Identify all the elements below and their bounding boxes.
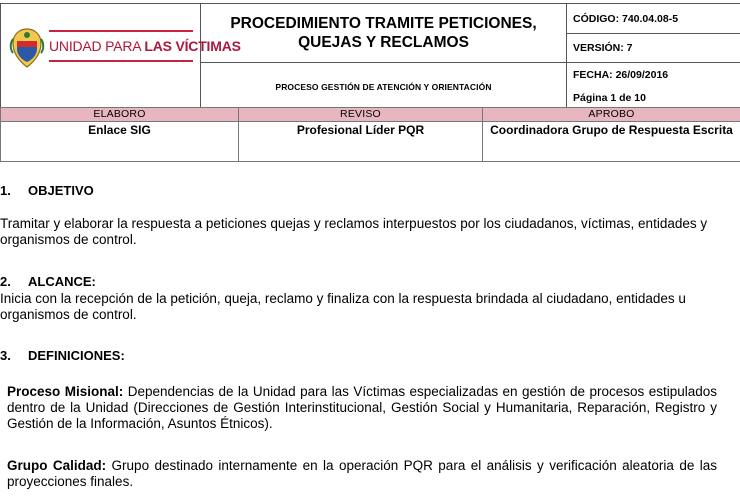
section-objetivo-heading: 1. OBJETIVO: [0, 183, 94, 198]
definition-proceso-misional: Proceso Misional: Dependencias de la Unidad para las Víctimas especializadas en gestión de procesos estipulados dentro de la Unidad (Direcciones de Gestión Interinstitucional, Gestión Social y Humanitaria, Reparación, Registro y Gestión de la Información, Asuntos Étnicos).: [7, 384, 717, 431]
codigo-field: CÓDIGO: 740.04.08-5: [567, 4, 740, 34]
fecha-pagina-cell: [567, 63, 740, 112]
process-subtitle: PROCESO GESTIÓN DE ATENCIÓN Y ORIENTACIÓN: [201, 63, 567, 112]
brand-rule-top: [49, 30, 193, 32]
section-objetivo-text: Tramitar y elaborar la respuesta a peticiones quejas y reclamos interpuestos por los ciudadanos, víctimas, entidades y organismos de control.: [0, 216, 708, 247]
section-definiciones-heading: 3. DEFINICIONES:: [0, 348, 125, 363]
brand-rule-bottom: [49, 60, 193, 62]
brand-text: UNIDAD PARA LAS VÍCTIMAS: [49, 38, 241, 54]
definition-grupo-calidad: Grupo Calidad: Grupo destinado internamente en la operación PQR para el análisis y verificación aleatoria de las proyecciones finales.: [7, 458, 717, 489]
version-field: VERSIÓN: 7: [567, 34, 740, 63]
approval-table: [0, 107, 740, 162]
label-reviso: REVISO: [239, 108, 483, 122]
label-aprobo: APROBO: [483, 108, 740, 122]
value-reviso: Profesional Líder PQR: [239, 122, 483, 162]
value-elaboro: Enlace SIG: [1, 122, 239, 162]
document-title: PROCEDIMIENTO TRAMITE PETICIONES, QUEJAS Y RECLAMOS: [201, 4, 567, 63]
colombia-coat-of-arms-icon: [9, 27, 45, 71]
pagina-field: Página 1 de 10: [573, 92, 646, 104]
section-alcance-heading: 2. ALCANCE:: [0, 274, 96, 289]
unidad-victimas-logo: [5, 24, 241, 74]
document-header-table: [0, 3, 740, 112]
section-alcance-text: Inicia con la recepción de la petición, queja, reclamo y finaliza con la respuesta brindada al ciudadano, entidades u organismos de control.: [0, 291, 686, 322]
label-elaboro: ELABORO: [1, 108, 239, 122]
logo-cell: [1, 4, 241, 112]
value-aprobo: Coordinadora Grupo de Respuesta Escrita: [483, 122, 740, 162]
fecha-field: FECHA: 26/09/2016: [573, 69, 669, 81]
